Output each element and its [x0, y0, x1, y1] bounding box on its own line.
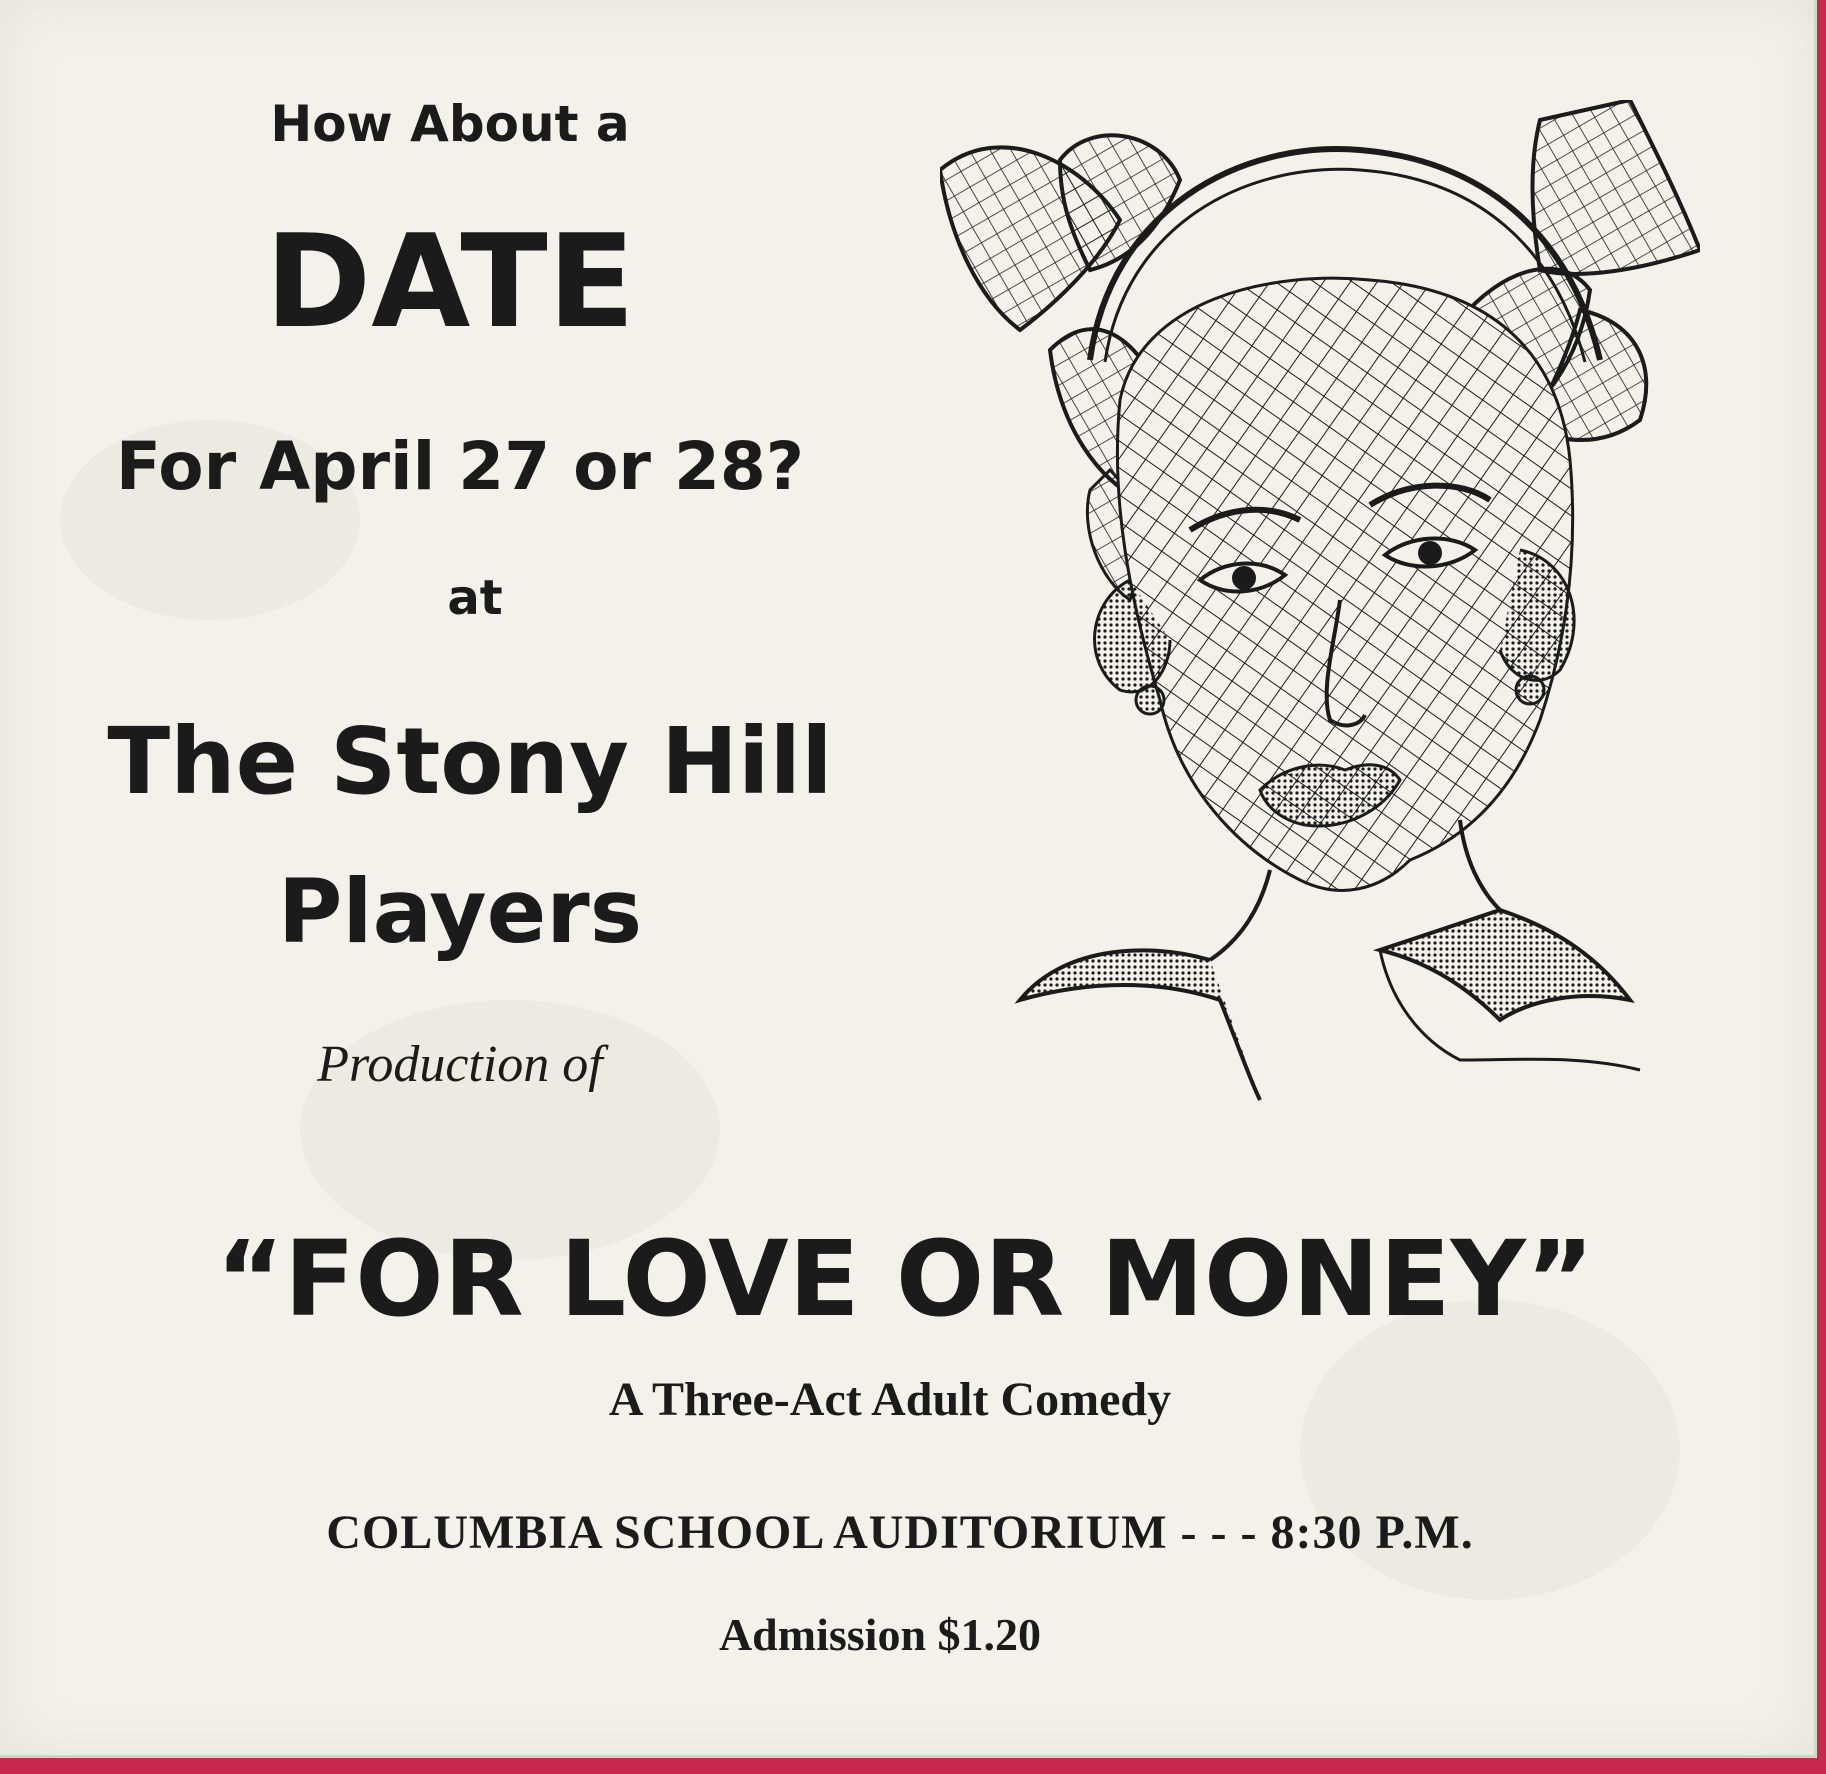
headline-date: DATE [264, 208, 636, 357]
play-title: “FOR LOVE OR MONEY” [215, 1218, 1595, 1340]
admission-price: Admission $1.20 [718, 1609, 1042, 1660]
troupe-name-line2: Players [277, 860, 643, 963]
venue-line: COLUMBIA SCHOOL AUDITORIUM - - - 8:30 P.M. [326, 1506, 1474, 1559]
headline-top: How About a [270, 95, 630, 153]
date-line: For April 27 or 28? [115, 428, 805, 505]
at-text: at [447, 570, 503, 626]
play-subtitle: A Three-Act Adult Comedy [608, 1373, 1172, 1426]
troupe-name-line1: The Stony Hill [107, 708, 833, 815]
production-of: Production of [317, 1036, 603, 1093]
veiled-woman-illustration-icon [940, 100, 1700, 1110]
